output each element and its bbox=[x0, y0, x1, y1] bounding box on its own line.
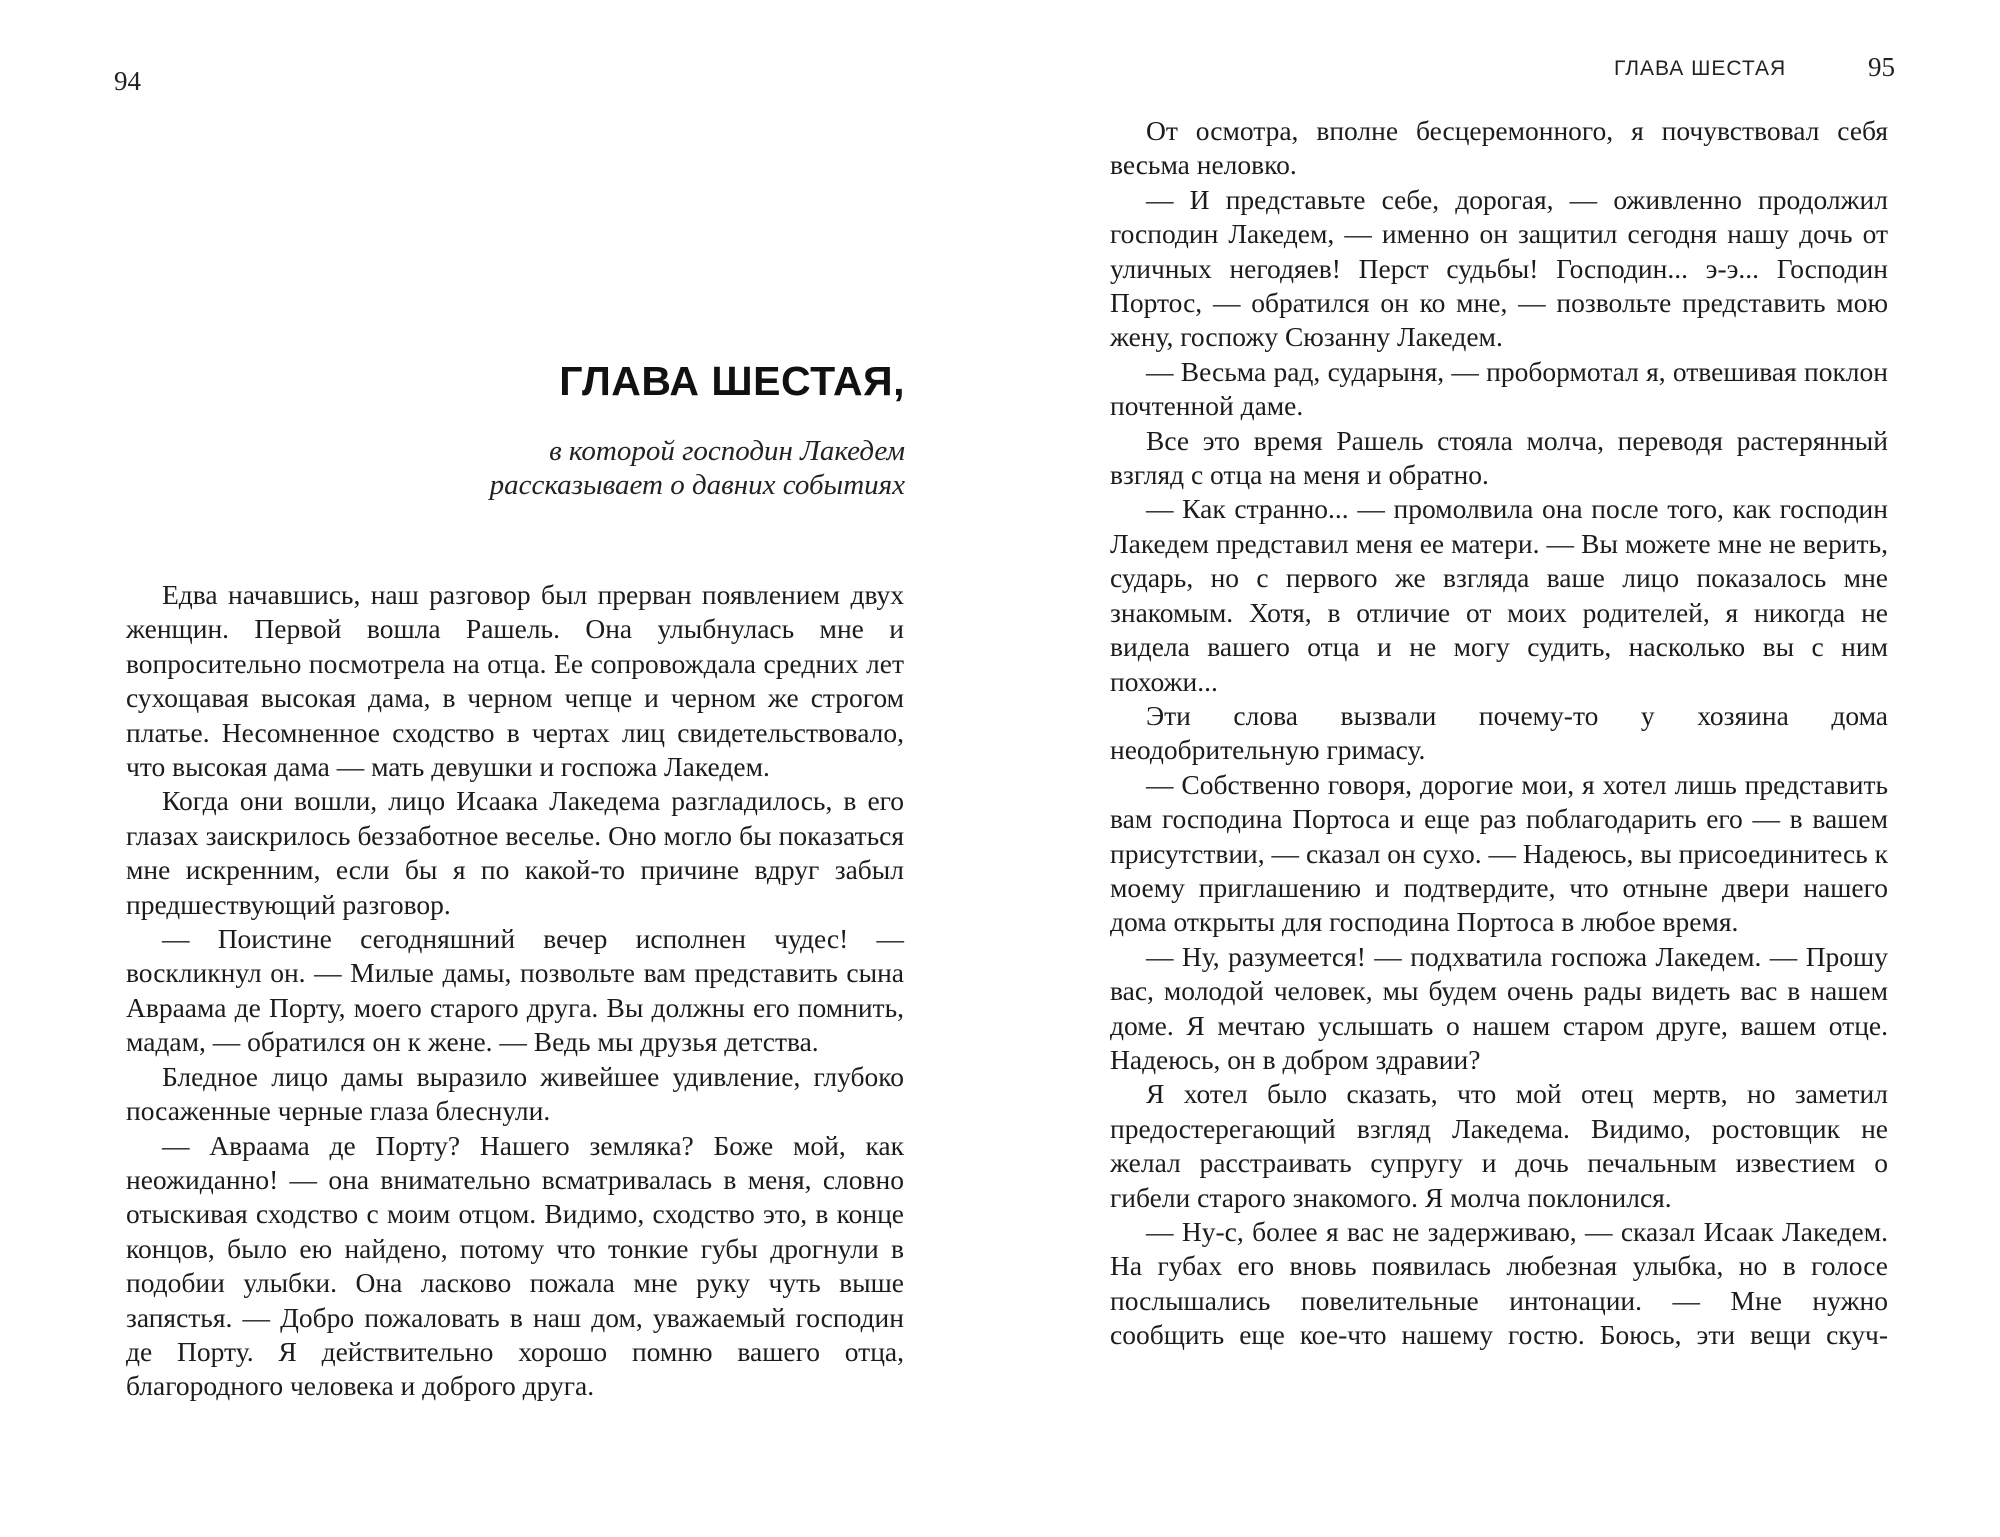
subtitle-line: в которой господин Лакедем bbox=[549, 435, 905, 467]
paragraph: — Как странно... — промолвила она после того, как господин Лакедем представил меня ее матери. — Вы можете мне не верить, сударь, но с первого же взгляда ваше лицо показалось мне знакомым. Хотя, в отличие от моих родителей, я никогда не видела вашего отца и не могу судить, насколько вы с ним похожи... bbox=[1110, 493, 1888, 697]
subtitle-line: рассказывает о давних событиях bbox=[489, 469, 905, 501]
chapter-subtitle bbox=[490, 434, 905, 502]
paragraph: — Авраама де Порту? Нашего земляка? Боже мой, как неожиданно! — она внимательно всматривалась в меня, словно отыскивая сходство с моим отцом. Видимо, сходство это, в конце концов, было ею найдено, потому что тонкие губы дрогнули в подобии улыбки. Она ласково пожала мне руку чуть выше запястья. — Добро пожаловать в наш дом, уважаемый господин де Порту. Я действительно хорошо помню вашего отца, благородного человека и доброго друга. bbox=[126, 1129, 904, 1402]
paragraph: — Ну, разумеется! — подхватила госпожа Лакедем. — Прошу вас, молодой человек, мы будем очень рады видеть вас в нашем доме. Я мечтаю услышать о нашем старом друге, вашем отце. Надеюсь, он в добром здравии? bbox=[1110, 940, 1888, 1075]
paragraph: Едва начавшись, наш разговор был прерван появлением двух женщин. Первой вошла Рашель. Она улыбнулась мне и вопросительно посмотрела на отца. Ее сопровождала средних лет сухощавая высокая дама, в черном чепце и черном же строгом платье. Несомненное сходство в чертах лиц свидетельствовало, что высокая дама — мать девушки и госпожа Лакедем. bbox=[126, 579, 904, 783]
chapter-title: ГЛАВА ШЕСТАЯ, bbox=[559, 358, 905, 404]
paragraph: — Ну-с, более я вас не задерживаю, — сказал Исаак Лакедем. На губах его вновь появилась любезная улыбка, но в голосе послышались повелительные интонации. — Мне нужно сообщить еще кое-что нашему гостю. Боюсь, эти вещи скуч- bbox=[1110, 1216, 1888, 1351]
paragraph: — Весьма рад, сударыня, — пробормотал я, отвешивая поклон почтенной даме. bbox=[1110, 355, 1888, 422]
paragraph: — Поистине сегодняшний вечер исполнен чудес! — воскликнул он. — Милые дамы, позвольте вам представить сына Авраама де Порту, моего старого друга. Вы должны его помнить, мадам, — обратился он к жене. — Ведь мы друзья детства. bbox=[126, 923, 904, 1058]
left-page-body bbox=[126, 578, 904, 1404]
page-number-left: 94 bbox=[114, 66, 141, 96]
paragraph: Я хотел было сказать, что мой отец мертв, но заметил предостерегающий взгляд Лакедема. Видимо, ростовщик не желал расстраивать супругу и дочь печальным известием о гибели старого знакомого. Я молча поклонился. bbox=[1110, 1078, 1888, 1213]
paragraph: Эти слова вызвали почему-то у хозяина дома неодобрительную гримасу. bbox=[1110, 699, 1888, 766]
running-head: ГЛАВА ШЕСТАЯ bbox=[1614, 57, 1787, 80]
right-page bbox=[1000, 0, 2000, 1537]
paragraph: — Собственно говоря, дорогие мои, я хотел лишь представить вам господина Портоса и еще раз поблагодарить его — в вашем присутствии, — сказал он сухо. — Надеюсь, вы присоединитесь к моему приглашению и подтвердите, что отныне двери нашего дома открыты для господина Портоса в любое время. bbox=[1110, 768, 1888, 938]
right-page-body bbox=[1110, 114, 1888, 1353]
paragraph: Когда они вошли, лицо Исаака Лакедема разгладилось, в его глазах заискрилось беззаботное веселье. Оно могло бы показаться мне искренним, если бы я по какой-то причине вдруг забыл предшествующий разговор. bbox=[126, 785, 904, 920]
page-number-right: 95 bbox=[1868, 52, 1895, 82]
paragraph: От осмотра, вполне бесцеремонного, я почувствовал себя весьма неловко. bbox=[1110, 115, 1888, 181]
paragraph: Все это время Рашель стояла молча, переводя растерянный взгляд с отца на меня и обратно. bbox=[1110, 424, 1888, 491]
paragraph: — И представьте себе, дорогая, — оживленно продолжил господин Лакедем, — именно он защитил сегодня нашу дочь от уличных негодяев! Перст судьбы! Господин... э-э... Господин Портос, — обратился он ко мне, — позвольте представить мою жену, госпожу Сюзанну Лакедем. bbox=[1110, 183, 1888, 353]
paragraph: Бледное лицо дамы выразило живейшее удивление, глубоко посаженные черные глаза блеснули. bbox=[126, 1060, 904, 1127]
